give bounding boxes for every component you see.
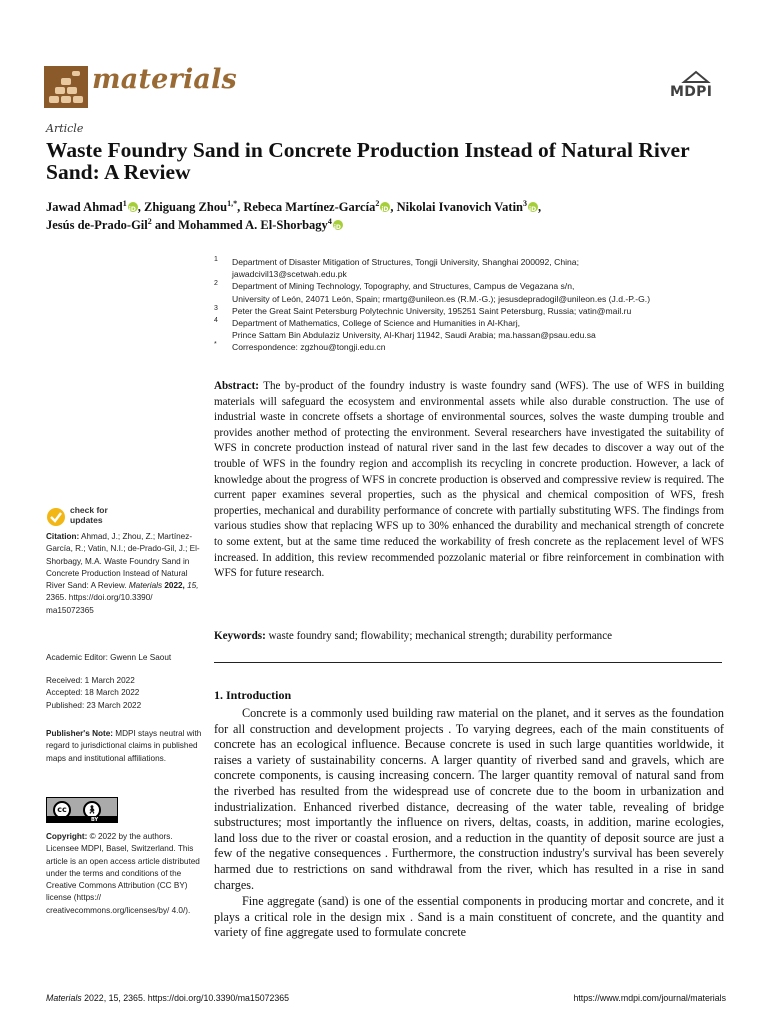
affiliation-line: Department of Disaster Mitigation of Structures, Tongji University, Shanghai 200092, China; <box>232 257 579 267</box>
author-affiliation-mark: 2 <box>375 198 380 208</box>
author-list <box>46 198 726 234</box>
introduction-body <box>214 706 724 942</box>
affiliation-item <box>214 256 724 280</box>
abstract-text: The by-product of the foundry industry is waste foundry sand (WFS). The use of WFS in building materials will safeguard the ecosystem and environmental assets while also durable construction. The use of industrial waste in concrete offsets a shortage of environmental sources, solves the waste dumping trouble and provides another method of protecting the environment. Several researchers have investigated the suitability of WFS in concrete production instead of natural river sand in the last few decades to discover a way out of the trouble of WFS in the foundry region and accomplish its recycling in concrete production. However, a lack of knowledge about the progress of WFS in concrete production is observed and compressive review is required. The current paper examines several properties, such as the physical and chemical composition of WFS, fresh properties, mechanical and durability performance of concrete with partially substituting WFS. The findings from various studies show that replacing WFS up to 30% enhanced the durability and mechanical strength of concrete to some extent, but at the same time reduced the workability of fresh concrete as the replacement level of WFS increased. In addition, this review recommended pozzolanic material or fibre reinforcement in combination with WFS for future research. <box>214 380 725 580</box>
footer-citation-text[interactable]: 2022, 15, 2365. https://doi.org/10.3390/ma15072365 <box>81 993 290 1003</box>
affiliation-line: Department of Mining Technology, Topography, and Structures, Campus de Vegazana s/n, <box>232 281 575 292</box>
author-affiliation-mark: 4 <box>327 216 332 226</box>
publisher-note-label: Publisher's Note: <box>46 729 114 738</box>
citation-label: Citation: <box>46 532 80 541</box>
copyright-text: © 2022 by the authors. Licensee MDPI, Basel, Switzerland. This article is an open access article distributed under the terms and conditions of the Creative Commons Attribution (CC BY) license (https:// creativecommons.org/licenses/by/ 4.0/). <box>46 832 200 915</box>
citation-year: 2022, <box>164 581 185 591</box>
author-name[interactable]: Rebeca Martínez-García <box>243 200 376 214</box>
author-affiliation-mark: 1 <box>122 198 127 208</box>
affiliations <box>214 256 724 354</box>
citation-block <box>46 531 202 617</box>
section-divider <box>214 662 722 663</box>
affiliation-line: Correspondence: zgzhou@tongji.edu.cn <box>232 342 386 353</box>
affiliation-line: University of León, 24071 León, Spain; rmartg@unileon.es (R.M.-G.); jesusdepradogil@unileon.es (J.d.-P.-G.) <box>232 293 651 304</box>
mdpi-text: MDPI <box>670 84 713 100</box>
affiliation-number: 1 <box>214 256 218 263</box>
section-title: 1. Introduction <box>214 688 292 702</box>
article-title: Waste Foundry Sand in Concrete Production Instead of Natural River Sand: A Review <box>46 138 690 184</box>
abstract <box>214 379 724 582</box>
affiliation-line: Peter the Great Saint Petersburg Polytechnic University, 195251 Saint Petersburg, Russia; vatin@mail.ru <box>232 305 632 316</box>
citation-journal: Materials <box>128 581 163 591</box>
author-name[interactable]: Mohammed A. El-Shorbagy <box>178 218 328 232</box>
journal-name: materials <box>92 64 237 95</box>
affiliation-number: 2 <box>214 280 218 288</box>
copyright-label: Copyright: <box>46 832 88 841</box>
affiliation-item <box>214 341 724 353</box>
author-name[interactable]: Jawad Ahmad <box>46 200 123 214</box>
sandbag-stack-icon <box>44 66 88 108</box>
orcid-icon[interactable] <box>528 202 538 212</box>
affiliation-item <box>214 305 724 317</box>
author-name[interactable]: Zhiguang Zhou <box>144 200 228 214</box>
author-separator: , <box>390 200 397 214</box>
footer-journal: Materials <box>46 993 82 1003</box>
citation-volume: 15, <box>187 581 199 591</box>
check-updates-icon <box>46 507 66 527</box>
published-date: Published: 23 March 2022 <box>46 700 142 710</box>
author-name[interactable]: Nikolai Ivanovich Vatin <box>396 200 524 214</box>
abstract-label: Abstract: <box>214 380 259 392</box>
author-separator: , <box>137 200 145 214</box>
affiliation-item <box>214 317 724 341</box>
academic-editor: Academic Editor: Gwenn Le Saout <box>46 653 172 662</box>
publisher-note-text: MDPI stays neutral with regard to jurisdictional claims in published maps and institutional affiliations. <box>46 729 202 763</box>
intro-paragraph: Concrete is a commonly used building raw material on the planet, and it serves as the foundation for all construction and development projects . To varying degrees, each of the main constituents of concrete has an ecological influence. Because concrete is used in such large quantities worldwide, it raises a variety of sustainability concerns. A larger quantity of riverbed sand and gravels, which are concrete components, is causing increasing concern. The larger quantity removal of natural sand from the riverbed has resulted from the widespread use of concrete due to the boom in urbanization and industrialization. Enhanced riverbed distance, decreasing of the water table, revealing of bridge substructures; most importantly the influence on rivers, deltas, coasts, in addition, marine ecologies, land loss due to the river or coastal erosion, and a reduction in the quantity of deposit source are just a few of the negative consequences . Furthermore, the construction industry's survival has been severely harmed due to restrictions on sand withdrawal from the river, which has resulted in a rise in sand charges. <box>214 706 724 892</box>
keywords-text: waste foundry sand; flowability; mechanical strength; durability performance <box>268 630 613 642</box>
dates-block <box>46 675 202 712</box>
footer-citation <box>46 993 289 1003</box>
citation-doi[interactable]: 2365. https://doi.org/10.3390/ ma15072365 <box>46 593 153 615</box>
cc-by-strip <box>47 816 117 822</box>
affiliation-number: * <box>214 341 217 349</box>
author-affiliation-mark: 3 <box>523 198 528 208</box>
article-type: Article <box>46 122 84 135</box>
author-affiliation-mark: 2 <box>147 216 152 226</box>
affiliation-line: Department of Mathematics, College of Science and Humanities in Al-Kharj, <box>232 318 521 329</box>
cc-license-badge[interactable] <box>46 797 118 823</box>
orcid-icon[interactable] <box>380 202 390 212</box>
author-affiliation-mark: 1,* <box>227 198 238 208</box>
affiliation-number: 4 <box>214 317 218 325</box>
citation-text: Ahmad, J.; Zhou, Z.; Martínez-García, R.; Vatin, N.I.; de-Prado-Gil, J.; El-Shorbagy, M.A. Waste Foundry Sand in Concrete Production Instead of Natural River Sand: A Review. <box>46 532 200 591</box>
copyright-block <box>46 831 202 917</box>
mdpi-logo <box>668 70 724 108</box>
intro-paragraph: Fine aggregate (sand) is one of the essential components in producing mortar and concrete, and it plays a critical role in the design mix . Sand is a main constituent of concrete, and the quantity and variety of fine aggregate used to formulate concrete <box>214 894 724 940</box>
accepted-date: Accepted: 18 March 2022 <box>46 688 140 698</box>
orcid-icon[interactable] <box>128 202 138 212</box>
author-separator: , <box>237 200 244 214</box>
check-for-updates-button[interactable] <box>46 505 146 527</box>
author-separator: and <box>151 218 179 232</box>
received-date: Received: 1 March 2022 <box>46 676 135 685</box>
orcid-icon[interactable] <box>333 220 343 230</box>
keywords-label: Keywords: <box>214 630 266 642</box>
author-separator: , <box>538 200 542 214</box>
journal-header <box>44 62 724 112</box>
affiliation-number: 3 <box>214 304 218 312</box>
footer-journal-url[interactable]: https://www.mdpi.com/journal/materials <box>573 993 726 1003</box>
affiliation-line: Prince Sattam Bin Abdulaziz University, Al-Kharj 11942, Saudi Arabia; ma.hassan@psau.edu.sa <box>232 330 596 341</box>
keywords <box>214 629 724 644</box>
attribution-person-icon: 🚶︎ <box>83 801 101 819</box>
affiliation-line: jawadcivil13@scetwah.edu.pk <box>232 269 347 280</box>
author-name[interactable]: Jesús de-Prado-Gil <box>46 218 148 232</box>
publisher-note <box>46 728 202 765</box>
cc-icon: cc <box>53 801 71 819</box>
check-updates-label: check for updates <box>70 505 108 525</box>
affiliation-item <box>214 280 724 304</box>
cc-by-label: BY <box>91 817 99 823</box>
